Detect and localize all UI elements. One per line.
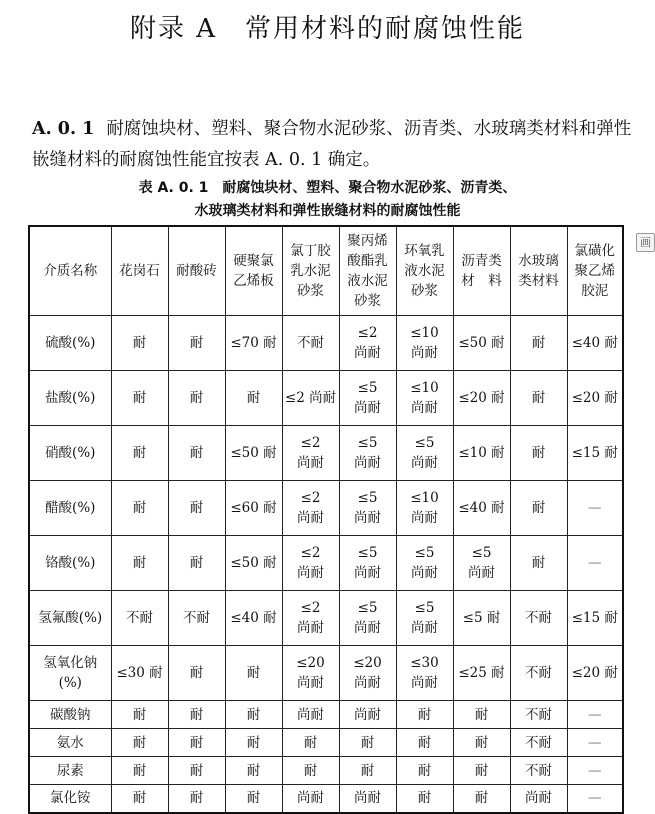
table-cell: 不耐 bbox=[168, 591, 225, 646]
table-cell: ≤5 耐 bbox=[453, 591, 510, 646]
table-cell: ≤10 尚耐 bbox=[396, 371, 453, 426]
header-cell: 氯丁胶 乳水泥 砂浆 bbox=[282, 226, 339, 316]
table-cell: 不耐 bbox=[282, 316, 339, 371]
header-cell: 硬聚氯 乙烯板 bbox=[225, 226, 282, 316]
table-row bbox=[29, 757, 623, 785]
table-cell: 耐 bbox=[168, 646, 225, 701]
medium-name-cell: 氢氟酸(%) bbox=[29, 591, 111, 646]
table-cell: ≤5 尚耐 bbox=[396, 591, 453, 646]
table-cell: 耐 bbox=[339, 757, 396, 785]
header-cell: 沥青类 材 料 bbox=[453, 226, 510, 316]
table-cell: 耐 bbox=[510, 426, 567, 481]
table-cell: 耐 bbox=[282, 757, 339, 785]
table-cell: ≤5 尚耐 bbox=[339, 591, 396, 646]
table-cell: 耐 bbox=[225, 757, 282, 785]
table-cell: ≤5 尚耐 bbox=[396, 536, 453, 591]
medium-name-cell: 碳酸钠 bbox=[29, 701, 111, 729]
table-cell: ≤2 尚耐 bbox=[282, 481, 339, 536]
table-cell: 耐 bbox=[111, 729, 168, 757]
table-cell: 耐 bbox=[168, 785, 225, 813]
table-cell: 耐 bbox=[510, 371, 567, 426]
table-row bbox=[29, 536, 623, 591]
table-cell: 耐 bbox=[225, 701, 282, 729]
table-cell: 耐 bbox=[111, 785, 168, 813]
table-cell: 耐 bbox=[111, 481, 168, 536]
medium-name-cell: 氨水 bbox=[29, 729, 111, 757]
table-cell: 耐 bbox=[111, 701, 168, 729]
table-cell: 耐 bbox=[111, 316, 168, 371]
table-cell: ≤2 尚耐 bbox=[282, 536, 339, 591]
table-cell: ≤5 尚耐 bbox=[396, 426, 453, 481]
table-header-row bbox=[29, 226, 623, 316]
table-cell: 耐 bbox=[225, 729, 282, 757]
table-cell: 耐 bbox=[111, 371, 168, 426]
table-cell: — bbox=[567, 729, 623, 757]
table-cell: 耐 bbox=[111, 536, 168, 591]
table-cell: ≤15 耐 bbox=[567, 591, 623, 646]
table-cell: 耐 bbox=[168, 701, 225, 729]
table-cell: 耐 bbox=[168, 371, 225, 426]
table-cell: 耐 bbox=[510, 536, 567, 591]
medium-name-cell: 硝酸(%) bbox=[29, 426, 111, 481]
medium-name-cell: 醋酸(%) bbox=[29, 481, 111, 536]
section-text: 耐腐蚀块材、塑料、聚合物水泥砂浆、沥青类、水玻璃类材料和弹性嵌缝材料的耐腐蚀性能宜按表 A. 0. 1 确定。 bbox=[32, 119, 632, 170]
table-caption-number: 表 A. 0. 1 bbox=[138, 180, 209, 196]
table-cell: 耐 bbox=[225, 371, 282, 426]
table-row bbox=[29, 426, 623, 481]
table-cell: 耐 bbox=[453, 785, 510, 813]
table-cell: ≤70 耐 bbox=[225, 316, 282, 371]
table-cell: ≤5 尚耐 bbox=[339, 536, 396, 591]
table-row bbox=[29, 701, 623, 729]
table-cell: — bbox=[567, 757, 623, 785]
table-cell: 尚耐 bbox=[339, 785, 396, 813]
table-cell: 尚耐 bbox=[510, 785, 567, 813]
table-cell: ≤50 耐 bbox=[453, 316, 510, 371]
table-cell: 耐 bbox=[453, 729, 510, 757]
table-cell: 不耐 bbox=[510, 757, 567, 785]
table-cell: ≤10 耐 bbox=[453, 426, 510, 481]
table-cell: 耐 bbox=[282, 729, 339, 757]
header-cell: 聚丙烯 酸酯乳 液水泥 砂浆 bbox=[339, 226, 396, 316]
table-cell: — bbox=[567, 701, 623, 729]
table-cell: ≤60 耐 bbox=[225, 481, 282, 536]
table-cell: 耐 bbox=[168, 729, 225, 757]
table-cell: ≤40 耐 bbox=[225, 591, 282, 646]
table-cell: 不耐 bbox=[510, 729, 567, 757]
page-title: 附录 A 常用材料的耐腐蚀性能 bbox=[129, 14, 526, 44]
table-row bbox=[29, 371, 623, 426]
table-cell: 不耐 bbox=[510, 646, 567, 701]
table-cell: ≤40 耐 bbox=[453, 481, 510, 536]
medium-name-cell: 尿素 bbox=[29, 757, 111, 785]
table-cell: ≤50 耐 bbox=[225, 426, 282, 481]
table-cell: ≤40 耐 bbox=[567, 316, 623, 371]
table-cell: 耐 bbox=[111, 426, 168, 481]
table-cell: 耐 bbox=[168, 536, 225, 591]
table-cell: ≤2 尚耐 bbox=[339, 316, 396, 371]
header-cell: 介质名称 bbox=[29, 226, 111, 316]
header-cell: 氯磺化 聚乙烯 胶泥 bbox=[567, 226, 623, 316]
image-view-icon[interactable]: 画 bbox=[636, 233, 655, 252]
table-row bbox=[29, 785, 623, 813]
table-cell: 耐 bbox=[111, 757, 168, 785]
table-cell: 不耐 bbox=[510, 591, 567, 646]
medium-name-cell: 氯化铵 bbox=[29, 785, 111, 813]
table-cell: 尚耐 bbox=[339, 701, 396, 729]
table-cell: 耐 bbox=[396, 701, 453, 729]
table-cell: 不耐 bbox=[111, 591, 168, 646]
table-cell: ≤2 尚耐 bbox=[282, 371, 339, 426]
table-caption-text1: 耐腐蚀块材、塑料、聚合物水泥砂浆、沥青类、 bbox=[222, 180, 517, 196]
header-cell: 耐酸砖 bbox=[168, 226, 225, 316]
table-cell: 耐 bbox=[225, 785, 282, 813]
table-body bbox=[29, 316, 623, 813]
header-cell: 环氧乳 液水泥 砂浆 bbox=[396, 226, 453, 316]
table-cell: ≤5 尚耐 bbox=[339, 371, 396, 426]
table-cell: — bbox=[567, 536, 623, 591]
table-cell: 耐 bbox=[510, 316, 567, 371]
table-cell: — bbox=[567, 785, 623, 813]
table-cell: 尚耐 bbox=[282, 701, 339, 729]
table-cell: ≤5 尚耐 bbox=[339, 426, 396, 481]
corrosion-resistance-table bbox=[28, 225, 624, 814]
table-caption-line2: 水玻璃类材料和弹性嵌缝材料的耐腐蚀性能 bbox=[194, 203, 461, 219]
table-cell: ≤15 耐 bbox=[567, 426, 623, 481]
table-cell: — bbox=[567, 481, 623, 536]
table-cell: ≤20 尚耐 bbox=[339, 646, 396, 701]
table-cell: ≤30 耐 bbox=[111, 646, 168, 701]
table-cell: 耐 bbox=[453, 757, 510, 785]
table-cell: ≤20 耐 bbox=[567, 371, 623, 426]
medium-name-cell: 盐酸(%) bbox=[29, 371, 111, 426]
table-cell: 耐 bbox=[396, 757, 453, 785]
table-cell: ≤5 尚耐 bbox=[453, 536, 510, 591]
table-cell: 耐 bbox=[453, 701, 510, 729]
table-caption-line1 bbox=[0, 177, 655, 197]
table-cell: ≤5 尚耐 bbox=[339, 481, 396, 536]
medium-name-cell: 铬酸(%) bbox=[29, 536, 111, 591]
table-row bbox=[29, 481, 623, 536]
table-cell: ≤20 耐 bbox=[453, 371, 510, 426]
table-cell: 不耐 bbox=[510, 701, 567, 729]
table-cell: ≤2 尚耐 bbox=[282, 426, 339, 481]
table-cell: ≤20 耐 bbox=[567, 646, 623, 701]
header-cell: 花岗石 bbox=[111, 226, 168, 316]
table-cell: 耐 bbox=[339, 729, 396, 757]
table-cell: 耐 bbox=[396, 785, 453, 813]
table-cell: 耐 bbox=[168, 757, 225, 785]
table-cell: 耐 bbox=[168, 481, 225, 536]
section-number: A. 0. 1 bbox=[32, 119, 95, 139]
table-row bbox=[29, 646, 623, 701]
table-row bbox=[29, 591, 623, 646]
header-cell: 水玻璃 类材料 bbox=[510, 226, 567, 316]
medium-name-cell: 氢氧化钠 (%) bbox=[29, 646, 111, 701]
table-cell: ≤30 尚耐 bbox=[396, 646, 453, 701]
table-row bbox=[29, 316, 623, 371]
table-row bbox=[29, 729, 623, 757]
table-cell: ≤2 尚耐 bbox=[282, 591, 339, 646]
table-cell: 尚耐 bbox=[282, 785, 339, 813]
medium-name-cell: 硫酸(%) bbox=[29, 316, 111, 371]
table-cell: 耐 bbox=[510, 481, 567, 536]
table-cell: ≤20 尚耐 bbox=[282, 646, 339, 701]
table-cell: ≤25 耐 bbox=[453, 646, 510, 701]
table-cell: ≤10 尚耐 bbox=[396, 316, 453, 371]
table-cell: ≤50 耐 bbox=[225, 536, 282, 591]
section-paragraph bbox=[32, 114, 632, 176]
table-cell: 耐 bbox=[396, 729, 453, 757]
table-cell: 耐 bbox=[225, 646, 282, 701]
table-cell: 耐 bbox=[168, 426, 225, 481]
table-cell: ≤10 尚耐 bbox=[396, 481, 453, 536]
table-cell: 耐 bbox=[168, 316, 225, 371]
